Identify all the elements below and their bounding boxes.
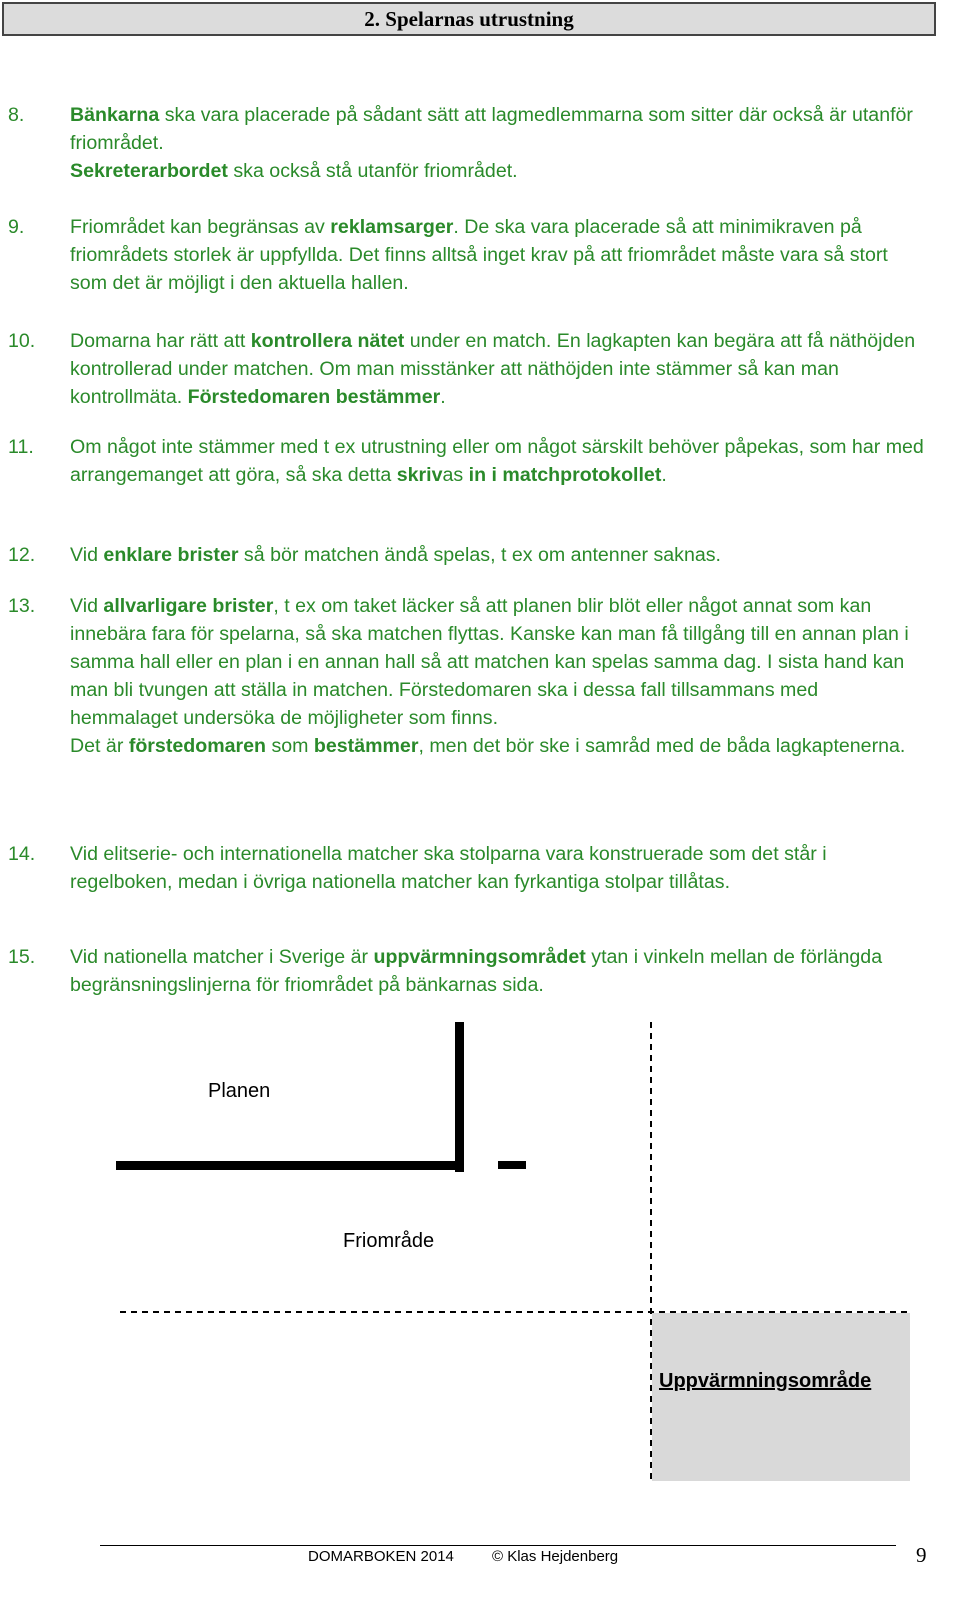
item-body xyxy=(70,943,928,999)
item-number: 12. xyxy=(8,544,36,566)
body-text: ska också stå utanför friområdet. xyxy=(227,160,518,182)
body-text: som xyxy=(266,735,314,757)
body-text: Domarna har rätt att xyxy=(70,330,251,352)
rule-item-8 xyxy=(8,101,928,185)
item-body xyxy=(70,840,928,896)
item-number: 9. xyxy=(8,216,25,238)
item-body xyxy=(70,213,928,297)
page-number: 9 xyxy=(916,1543,927,1567)
item-body xyxy=(70,541,928,569)
body-text: ytan i vinkeln mellan de förlängda begränsningslinjerna för friområdet på bänkarnas sida. xyxy=(70,946,883,996)
body-text: Det är xyxy=(70,735,129,757)
emphasis-text: Bänkarna xyxy=(70,104,160,126)
body-text: Vid elitserie- och internationella matcher ska stolparna vara konstruerade som det står i regelboken, medan i övriga nationella matcher kan fyrkantiga stolpar tillåtas. xyxy=(70,843,827,893)
emphasis-text: kontrollera nätet xyxy=(250,330,405,352)
item-number: 14. xyxy=(8,843,36,865)
item-number: 13. xyxy=(8,595,36,617)
body-text: så bör matchen ändå spelas, t ex om antenner saknas. xyxy=(238,544,721,566)
emphasis-text: förstedomaren xyxy=(128,735,266,757)
endline-extension xyxy=(498,1161,526,1169)
warmup-area xyxy=(652,1313,910,1481)
label-friomrade: Friområde xyxy=(343,1230,435,1252)
body-text: Friområdet kan begränsas av xyxy=(70,216,331,238)
emphasis-text: bestämmer xyxy=(313,735,419,757)
rule-item-15 xyxy=(8,943,928,999)
item-body xyxy=(70,327,928,411)
rule-item-10 xyxy=(8,327,928,411)
label-planen: Planen xyxy=(208,1080,271,1102)
rule-item-14 xyxy=(8,840,928,896)
section-title xyxy=(2,2,936,36)
body-text: as xyxy=(442,464,469,486)
footer-copyright: © Klas Hejdenberg xyxy=(492,1548,619,1565)
emphasis-text: enklare brister xyxy=(103,544,239,566)
item-number: 11. xyxy=(8,436,34,458)
court-diagram xyxy=(0,1010,960,1510)
emphasis-text: uppvärmningsområdet xyxy=(373,946,586,968)
footer-divider xyxy=(100,1545,896,1546)
emphasis-text: skriv xyxy=(396,464,443,486)
item-body xyxy=(70,101,928,185)
court-sideline xyxy=(455,1022,464,1172)
rule-item-13 xyxy=(8,592,928,760)
item-body xyxy=(70,433,928,489)
body-text: . xyxy=(661,464,667,486)
item-number: 8. xyxy=(8,104,25,126)
emphasis-text: Sekreterarbordet xyxy=(70,160,228,182)
emphasis-text: allvarligare brister xyxy=(103,595,274,617)
item-number: 10. xyxy=(8,330,36,352)
court-endline xyxy=(116,1161,464,1170)
item-number: 15. xyxy=(8,946,36,968)
emphasis-text: in i matchprotokollet xyxy=(468,464,662,486)
label-uppvarmningsomrade: Uppvärmningsområde xyxy=(659,1370,872,1392)
body-text: under en match. En lagkapten kan begära att få näthöjden kontrollerad under matchen. Om man misstänker att näthöjden inte stämmer så kan man kontrollmäta. xyxy=(70,330,916,408)
body-text: . De ska vara placerade så att minimikraven på friområdets storlek är uppfyllda. Det finns alltså inget krav på att friområdet måste vara så stort som det är möjligt i den aktuella hallen. xyxy=(70,216,888,294)
emphasis-text: reklamsarger xyxy=(330,216,454,238)
rule-item-9 xyxy=(8,213,928,297)
body-text: . xyxy=(440,386,446,408)
rule-item-12 xyxy=(8,541,928,569)
section-title-text: 2. Spelarnas utrustning xyxy=(364,6,574,31)
footer-title: DOMARBOKEN 2014 xyxy=(308,1548,454,1565)
body-text: , men det bör ske i samråd med de båda lagkaptenerna. xyxy=(418,735,906,757)
body-text: , t ex om taket läcker så att planen blir blöt eller något annat som kan innebära fara för spelarna, så ska matchen flyttas. Kanske kan man få tillgång till en annan plan i samma hall eller en plan i en annan hall så att matchen kan spelas samma dag. I sista hand kan man bli tvungen att ställa in matchen. Förstedomaren ska i dessa fall tillsammans med hemmalaget undersöka de möjligheter som finns. xyxy=(70,595,909,729)
body-text: Vid xyxy=(70,595,104,617)
body-text: Vid xyxy=(70,544,104,566)
body-text: ska vara placerade på sådant sätt att lagmedlemmarna som sitter där också är utanför friområdet. xyxy=(70,104,913,154)
emphasis-text: Förstedomaren bestämmer xyxy=(187,386,441,408)
item-body xyxy=(70,592,928,760)
body-text: Vid nationella matcher i Sverige är xyxy=(70,946,374,968)
body-text: Om något inte stämmer med t ex utrustning eller om något särskilt behöver påpekas, som har med arrangemanget att göra, så ska detta xyxy=(70,436,924,486)
rule-item-11 xyxy=(8,433,928,489)
